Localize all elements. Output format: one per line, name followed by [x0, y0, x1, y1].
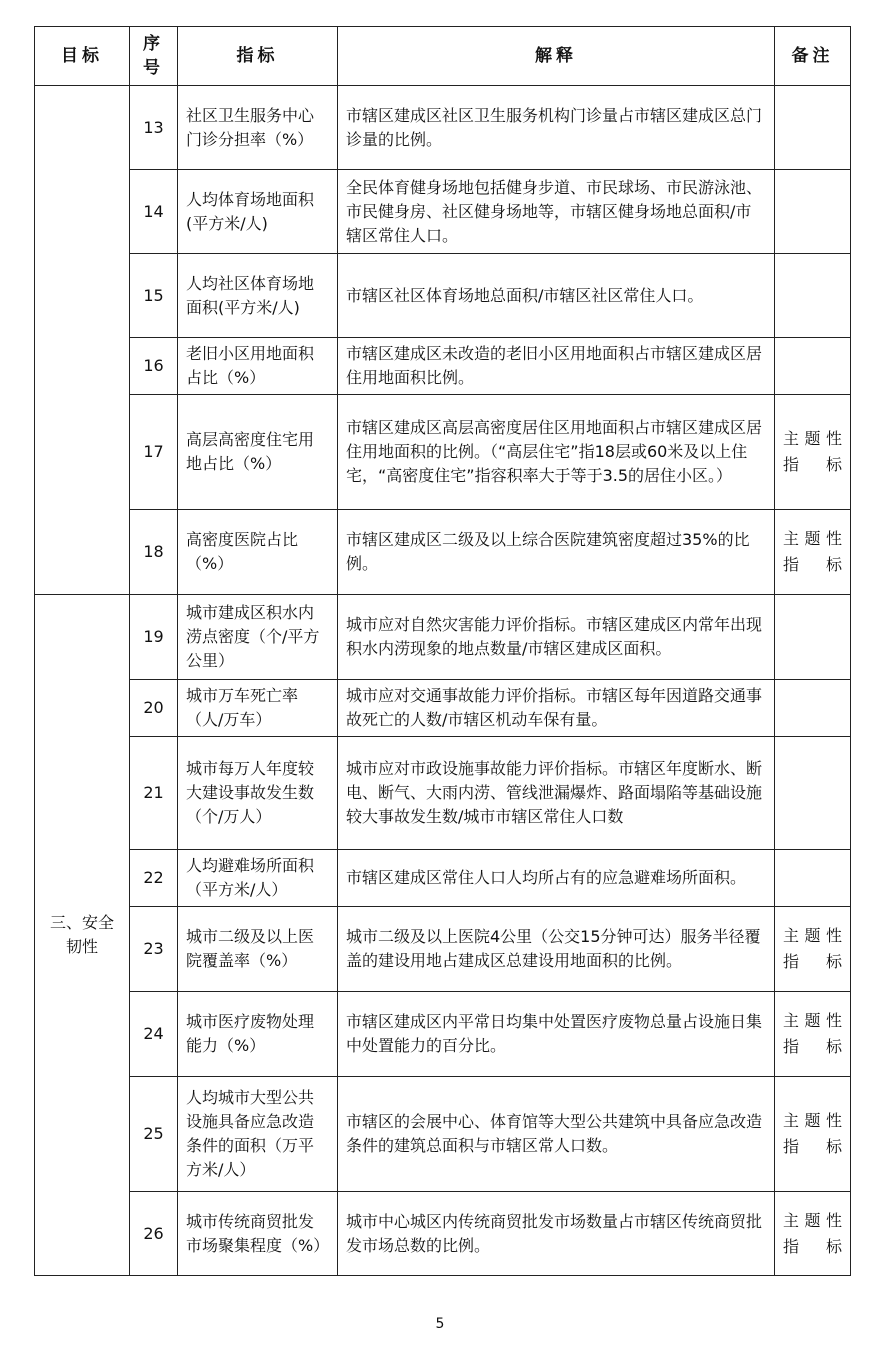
- note-cell: [775, 595, 851, 680]
- table-row: [35, 254, 851, 338]
- indicator-cell: 人均避难场所面积（平方米/人）: [178, 850, 338, 907]
- explanation-cell: 市辖区建成区常住人口人均所占有的应急避难场所面积。: [338, 850, 775, 907]
- table-row: [35, 737, 851, 850]
- note-cell: [775, 170, 851, 254]
- seq-cell: 20: [130, 680, 178, 737]
- explanation-cell: 城市应对交通事故能力评价指标。市辖区每年因道路交通事故死亡的人数/市辖区机动车保有量。: [338, 680, 775, 737]
- table-row: [35, 510, 851, 595]
- indicator-table: [34, 26, 851, 1276]
- seq-cell: 19: [130, 595, 178, 680]
- table-row: [35, 850, 851, 907]
- indicator-cell: 城市医疗废物处理能力（%）: [178, 992, 338, 1077]
- header-explanation: 解释: [338, 27, 775, 86]
- note-cell: 主题性指标: [775, 510, 851, 595]
- note-cell: [775, 850, 851, 907]
- indicator-cell: 人均社区体育场地面积(平方米/人): [178, 254, 338, 338]
- table-row: [35, 907, 851, 992]
- indicator-cell: 人均城市大型公共设施具备应急改造条件的面积（万平方米/人）: [178, 1077, 338, 1192]
- explanation-cell: 市辖区建成区内平常日均集中处置医疗废物总量占设施日集中处置能力的百分比。: [338, 992, 775, 1077]
- note-cell: [775, 680, 851, 737]
- seq-cell: 25: [130, 1077, 178, 1192]
- explanation-cell: 市辖区建成区社区卫生服务机构门诊量占市辖区建成区总门诊量的比例。: [338, 86, 775, 170]
- header-seq: 序号: [130, 27, 178, 86]
- goal-cell: 三、安全韧性: [35, 595, 130, 1276]
- explanation-cell: 市辖区建成区二级及以上综合医院建筑密度超过35%的比例。: [338, 510, 775, 595]
- indicator-cell: 城市万车死亡率（人/万车）: [178, 680, 338, 737]
- goal-cell-blank: [35, 86, 130, 595]
- seq-cell: 21: [130, 737, 178, 850]
- note-cell: [775, 254, 851, 338]
- indicator-cell: 城市传统商贸批发市场聚集程度（%）: [178, 1192, 338, 1276]
- explanation-cell: 市辖区建成区高层高密度居住区用地面积占市辖区建成区居住用地面积的比例。（“高层住宅”指18层或60米及以上住宅，“高密度住宅”指容积率大于等于3.5的居住小区。）: [338, 395, 775, 510]
- seq-cell: 15: [130, 254, 178, 338]
- indicator-cell: 高密度医院占比（%）: [178, 510, 338, 595]
- explanation-cell: 城市中心城区内传统商贸批发市场数量占市辖区传统商贸批发市场总数的比例。: [338, 1192, 775, 1276]
- table-row: [35, 1192, 851, 1276]
- explanation-cell: 城市二级及以上医院4公里（公交15分钟可达）服务半径覆盖的建设用地占建成区总建设用地面积的比例。: [338, 907, 775, 992]
- seq-cell: 18: [130, 510, 178, 595]
- indicator-cell: 城市二级及以上医院覆盖率（%）: [178, 907, 338, 992]
- explanation-cell: 城市应对自然灾害能力评价指标。市辖区建成区内常年出现积水内涝现象的地点数量/市辖区建成区面积。: [338, 595, 775, 680]
- explanation-cell: 市辖区建成区未改造的老旧小区用地面积占市辖区建成区居住用地面积比例。: [338, 338, 775, 395]
- note-cell: [775, 338, 851, 395]
- note-cell: 主题性指标: [775, 1077, 851, 1192]
- indicator-cell: 老旧小区用地面积占比（%）: [178, 338, 338, 395]
- table-row: [35, 170, 851, 254]
- table-row: [35, 338, 851, 395]
- note-cell: 主题性指标: [775, 395, 851, 510]
- seq-cell: 13: [130, 86, 178, 170]
- seq-cell: 26: [130, 1192, 178, 1276]
- table-row: [35, 992, 851, 1077]
- seq-cell: 17: [130, 395, 178, 510]
- indicator-cell: 高层高密度住宅用地占比（%）: [178, 395, 338, 510]
- note-cell: 主题性指标: [775, 992, 851, 1077]
- indicator-cell: 人均体育场地面积(平方米/人): [178, 170, 338, 254]
- table-row: [35, 395, 851, 510]
- seq-cell: 24: [130, 992, 178, 1077]
- note-cell: 主题性指标: [775, 1192, 851, 1276]
- indicator-cell: 社区卫生服务中心门诊分担率（%）: [178, 86, 338, 170]
- note-cell: [775, 86, 851, 170]
- note-cell: 主题性指标: [775, 907, 851, 992]
- table-header-row: [35, 27, 851, 86]
- page-number: 5: [435, 1316, 445, 1332]
- header-note: 备注: [775, 27, 851, 86]
- table-row: [35, 86, 851, 170]
- explanation-cell: 市辖区的会展中心、体育馆等大型公共建筑中具备应急改造条件的建筑总面积与市辖区常人口数。: [338, 1077, 775, 1192]
- explanation-cell: 城市应对市政设施事故能力评价指标。市辖区年度断水、断电、断气、大雨内涝、管线泄漏爆炸、路面塌陷等基础设施较大事故发生数/城市市辖区常住人口数: [338, 737, 775, 850]
- table-row: [35, 680, 851, 737]
- seq-cell: 23: [130, 907, 178, 992]
- table-row: [35, 595, 851, 680]
- seq-cell: 16: [130, 338, 178, 395]
- table-row: [35, 1077, 851, 1192]
- seq-cell: 22: [130, 850, 178, 907]
- indicator-cell: 城市每万人年度较大建设事故发生数（个/万人）: [178, 737, 338, 850]
- note-cell: [775, 737, 851, 850]
- explanation-cell: 全民体育健身场地包括健身步道、市民球场、市民游泳池、市民健身房、社区健身场地等，市辖区健身场地总面积/市辖区常住人口。: [338, 170, 775, 254]
- header-goal: 目标: [35, 27, 130, 86]
- indicator-cell: 城市建成区积水内涝点密度（个/平方公里）: [178, 595, 338, 680]
- header-indicator: 指标: [178, 27, 338, 86]
- explanation-cell: 市辖区社区体育场地总面积/市辖区社区常住人口。: [338, 254, 775, 338]
- seq-cell: 14: [130, 170, 178, 254]
